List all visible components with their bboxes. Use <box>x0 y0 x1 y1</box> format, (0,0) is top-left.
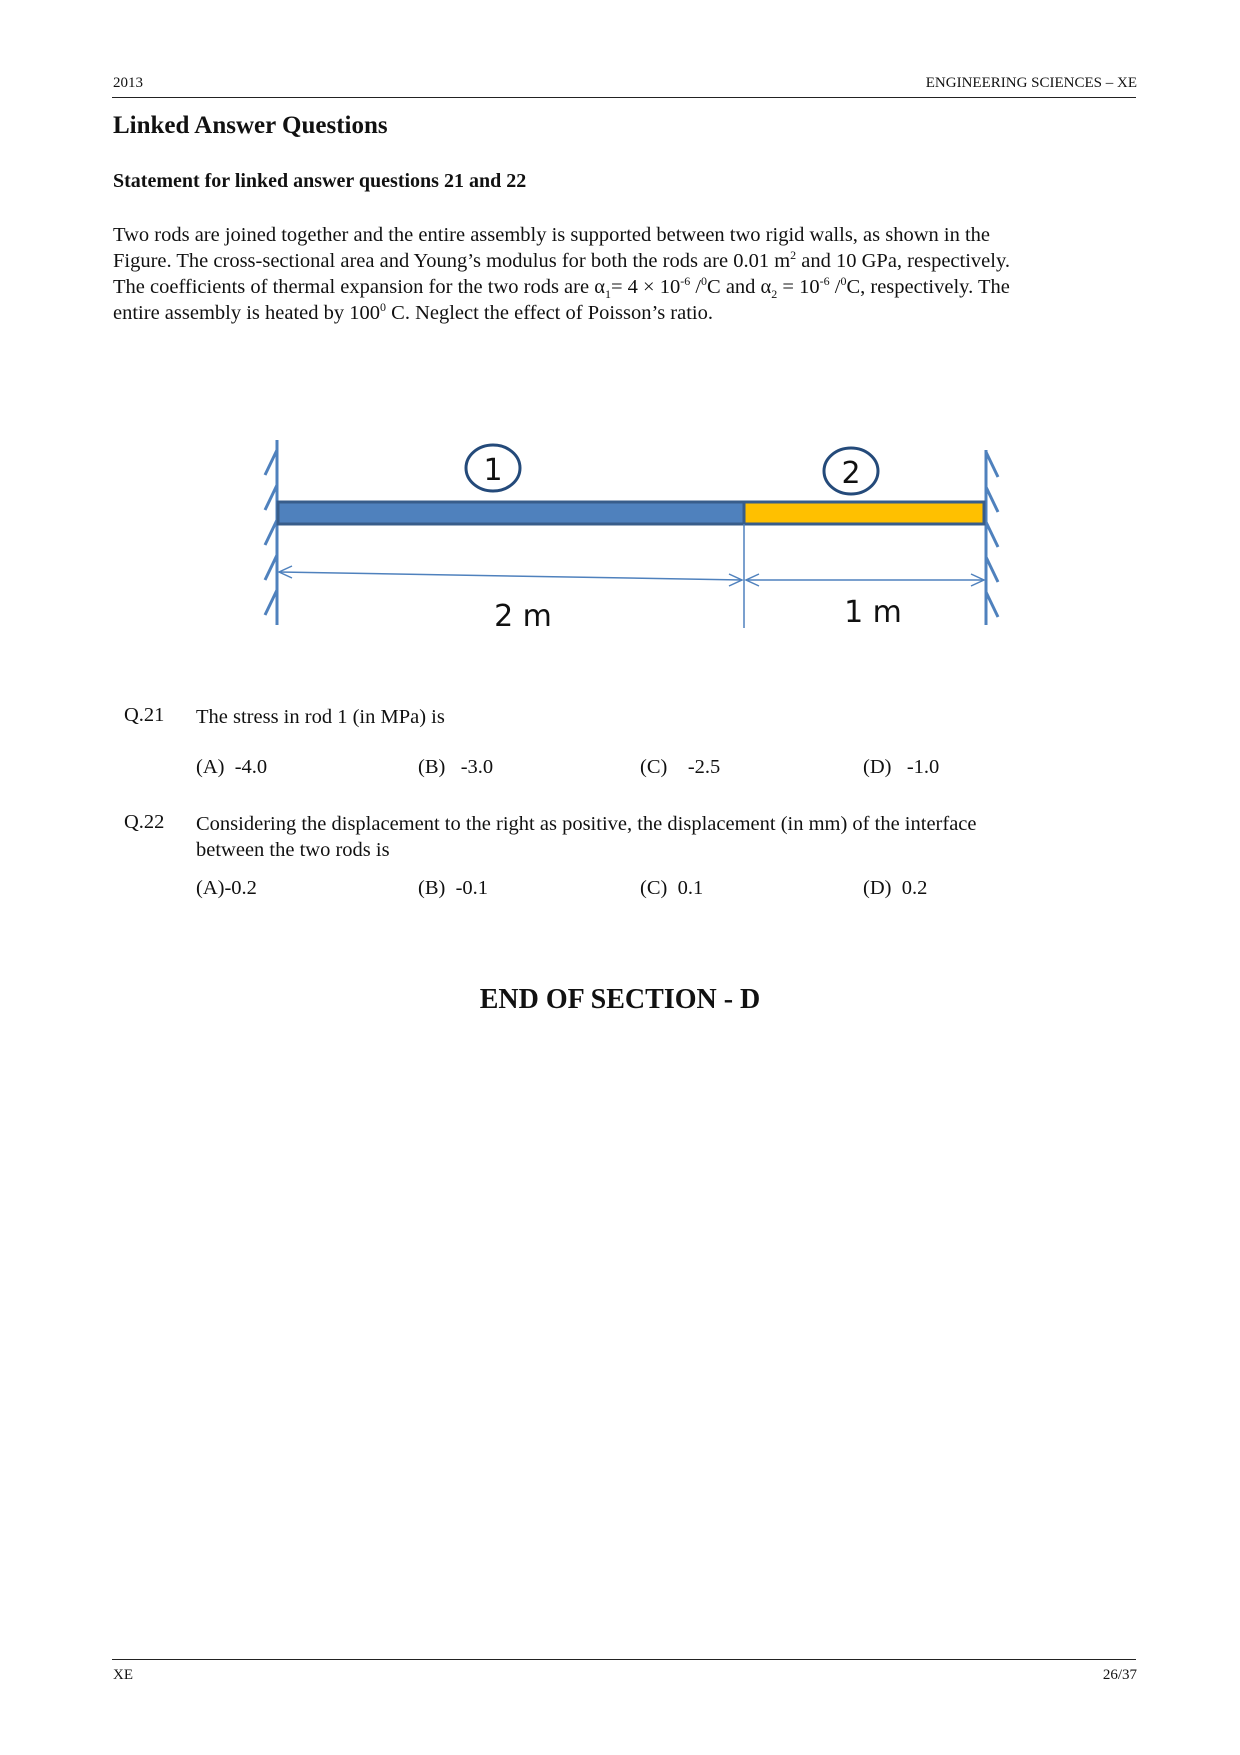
dimension-label-2m: 2 m <box>494 599 552 634</box>
question-21-option-d[interactable]: (D) -1.0 <box>863 756 940 778</box>
question-22-option-b[interactable]: (B) -0.1 <box>418 877 489 899</box>
statement-line-1: Two rods are joined together and the entire assembly is supported between two rigid walls, as shown in the <box>113 224 991 246</box>
dimension-label-1m: 1 m <box>844 595 902 630</box>
statement-paragraph <box>113 222 1133 326</box>
question-22-number: Q.22 <box>124 811 165 833</box>
header-year: 2013 <box>113 75 143 91</box>
rod-2 <box>744 502 984 524</box>
question-22-option-a[interactable]: (A)-0.2 <box>196 877 257 899</box>
rod-1 <box>278 502 744 524</box>
left-wall <box>265 440 277 625</box>
question-22-text-line-1: Considering the displacement to the right as positive, the displacement (in mm) of the interface <box>196 813 977 835</box>
statement-line-2: Figure. The cross-sectional area and Young’s modulus for both the rods are 0.01 $m^2$ and 10 GPa, respectively. <box>113 248 1010 272</box>
question-22-option-c[interactable]: (C) 0.1 <box>640 877 704 899</box>
question-21-text: The stress in rod 1 (in MPa) is <box>196 706 445 728</box>
header-subject: ENGINEERING SCIENCES – XE <box>925 75 1137 91</box>
header-rule <box>112 97 1136 98</box>
question-22-text-line-2: between the two rods is <box>196 839 390 861</box>
section-title: Linked Answer Questions <box>113 112 388 139</box>
end-of-section-title: END OF SECTION - D <box>479 984 761 1015</box>
right-wall <box>986 450 998 625</box>
question-21-option-c[interactable]: (C) -2.5 <box>640 756 721 778</box>
question-21-option-a[interactable]: (A) -4.0 <box>196 756 268 778</box>
statement-line-4: entire assembly is heated by $100^0$ C. Neglect the effect of Poisson’s ratio. <box>113 300 713 324</box>
question-21-number: Q.21 <box>124 704 165 726</box>
statement-line-3: The coefficients of thermal expansion for the two rods are $\alpha_1= 4 \times 10^{-6}$ /$^0$C and $\alpha_2 = 10^{-6}$ /$^0$C, respectively. The <box>113 274 1010 302</box>
statement-title: Statement for linked answer questions 21 and 22 <box>113 170 527 192</box>
rod-assembly-figure <box>250 430 1010 650</box>
footer-code: XE <box>113 1667 133 1683</box>
rod-2-label: 2 <box>841 456 861 491</box>
question-22-option-d[interactable]: (D) 0.2 <box>863 877 928 899</box>
footer-page-number: 26/37 <box>1102 1667 1137 1683</box>
question-21-option-b[interactable]: (B) -3.0 <box>418 756 494 778</box>
rod-assembly-diagram <box>250 430 1010 650</box>
footer-rule <box>112 1659 1136 1660</box>
rod-1-label: 1 <box>483 453 503 488</box>
